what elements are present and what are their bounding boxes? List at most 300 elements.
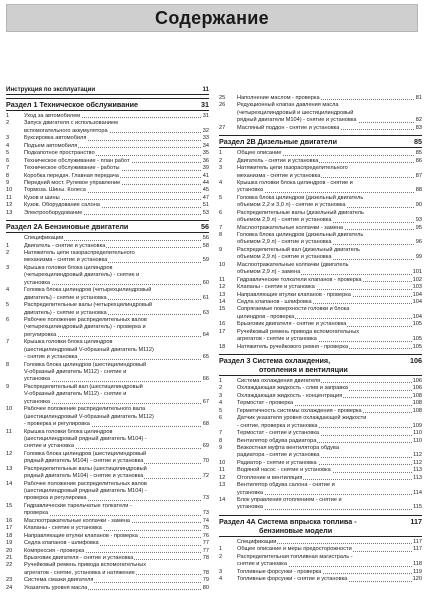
toc-item-number: 20: [6, 547, 13, 554]
section-page: 31: [201, 100, 209, 109]
toc-item-line: [219, 344, 422, 351]
toc-item-text: 11 Кузов и шины: [6, 194, 60, 201]
toc-item-page: 44: [202, 179, 209, 186]
toc-item[interactable]: [219, 247, 422, 262]
toc-item-text: установка: [6, 399, 51, 405]
toc-item-text: Спецификации: [6, 235, 64, 241]
toc-item-line: [219, 173, 422, 180]
toc-item-line: [6, 376, 209, 383]
toc-item[interactable]: [219, 225, 422, 232]
section-title: Раздел 4А Система впрыска топлива - 117: [219, 516, 422, 526]
toc-item[interactable]: [219, 125, 422, 132]
toc-item-line: [6, 187, 209, 194]
toc-item-line: [219, 180, 422, 187]
toc-item-line: [6, 451, 209, 458]
toc-item-line: [6, 347, 209, 354]
toc-item-number: 3: [219, 165, 223, 172]
toc-item[interactable]: [6, 317, 209, 339]
toc-item[interactable]: [6, 143, 209, 150]
toc-item-text: (шестицилиндровый рядный двигатель М104) -: [6, 436, 148, 442]
toc-item-line: [6, 399, 209, 406]
toc-item-line: [219, 467, 422, 474]
toc-item-number: 19: [6, 540, 13, 547]
toc-item-page: 82: [415, 117, 422, 124]
toc-item-text: двигатель) - снятие и установка: [6, 295, 108, 301]
section-heading: [219, 354, 422, 376]
toc-item-number: 13: [6, 465, 13, 472]
toc-item[interactable]: [6, 243, 209, 250]
toc-item-text: 18 Натяжитель ручейкового ремня - проверка: [219, 343, 349, 350]
toc-item-page: 112: [413, 459, 422, 466]
toc-item-text: (шестицилиндровый V-образный двигатель М112): [6, 414, 155, 420]
toc-item[interactable]: [219, 210, 422, 225]
toc-item-line: [219, 217, 422, 224]
toc-item-text: 20 Компрессия - проверка: [6, 547, 85, 554]
toc-item-page: 108: [412, 392, 422, 399]
toc-item-text: регулировка: [6, 332, 57, 338]
toc-item[interactable]: [219, 306, 422, 321]
toc-item-text: агрегатов - снятие и установка: [219, 336, 318, 342]
toc-item-line: [6, 436, 209, 443]
toc-item-text: 3 Натяжитель цепи газораспределительного: [219, 165, 348, 172]
toc-item-line: [6, 406, 209, 413]
toc-item-page: 81: [415, 95, 422, 101]
toc-item-number: 22: [6, 562, 13, 569]
toc-item-number: 12: [219, 474, 226, 481]
toc-item-page: 45: [202, 187, 209, 194]
toc-item-line: [6, 391, 209, 398]
toc-item[interactable]: [6, 466, 209, 481]
toc-item[interactable]: [6, 173, 209, 180]
toc-item-page: 72: [202, 473, 209, 480]
toc-item[interactable]: [219, 232, 422, 247]
toc-item[interactable]: [6, 533, 209, 540]
toc-item[interactable]: [6, 287, 209, 302]
toc-item-text: двигатель) - снятие и установка: [6, 310, 108, 316]
toc-item-page: 105: [412, 343, 422, 350]
toc-item-page: 41: [202, 172, 209, 179]
toc-item[interactable]: [219, 445, 422, 460]
toc-item-text: 9 Распределительный вал (дизельный двигатель: [219, 246, 360, 253]
toc-item[interactable]: [219, 95, 422, 102]
toc-item-line: [6, 158, 209, 165]
toc-item[interactable]: [219, 430, 422, 437]
toc-item-number: 4: [219, 400, 223, 407]
toc-item[interactable]: [219, 393, 422, 400]
toc-item[interactable]: [219, 482, 422, 497]
section-page: 106: [410, 356, 422, 365]
toc-item-page: 78: [202, 554, 209, 561]
toc-item[interactable]: [6, 577, 209, 584]
toc-item-line: [219, 210, 422, 217]
toc-item-line: [6, 173, 209, 180]
toc-item-text: рядный двигатели М104) - снятие и установка: [219, 117, 358, 123]
toc-item[interactable]: [219, 299, 422, 306]
toc-item[interactable]: [219, 102, 422, 124]
toc-item-number: 11: [219, 276, 225, 283]
toc-item-number: 8: [6, 361, 10, 368]
toc-item[interactable]: [6, 180, 209, 187]
toc-item-text: 4 Подъем автомобиля: [6, 142, 78, 149]
toc-item-page: 108: [412, 407, 422, 414]
toc-item-line: [219, 239, 422, 246]
instructions-heading[interactable]: Инструкция по эксплуатации 11: [6, 86, 209, 93]
toc-item-number: 8: [219, 437, 223, 444]
toc-item[interactable]: [219, 378, 422, 385]
toc-item-page: 99: [415, 254, 422, 261]
toc-item[interactable]: [6, 585, 209, 592]
toc-item-line: [219, 408, 422, 415]
toc-item-number: 10: [219, 459, 226, 466]
toc-item-page: 73: [202, 495, 209, 502]
toc-item-text: 18 Направляющие втулки клапанов - проверка: [6, 532, 138, 539]
toc-item-line: [6, 265, 209, 272]
toc-item-line: [6, 548, 209, 555]
toc-item-text: - проверка и регулировка: [6, 421, 91, 427]
toc-item-page: 80: [202, 584, 209, 591]
toc-item-page: 31: [202, 113, 209, 119]
toc-item-page: 102: [412, 276, 422, 283]
toc-item[interactable]: [219, 292, 422, 299]
toc-item-line: [219, 445, 422, 452]
toc-item-line: [6, 128, 209, 135]
toc-item-text: объемом 2,2 и 3,0 л) - снятие и установка: [219, 202, 346, 208]
toc-item-text: 4 Топливные форсунки - снятие и установка: [219, 576, 348, 583]
toc-item[interactable]: [219, 195, 422, 210]
toc-item[interactable]: [219, 539, 422, 546]
toc-item[interactable]: [6, 481, 209, 503]
toc-item-number: 7: [6, 165, 10, 172]
toc-item-line: [6, 272, 209, 279]
toc-item-line: [219, 269, 422, 276]
toc-item-text: 26 Редукционный клапан давления масла: [219, 102, 339, 109]
toc-item-page: 66: [202, 376, 209, 383]
right-column: [219, 95, 422, 584]
toc-item[interactable]: [219, 576, 422, 583]
toc-item-page: 69: [202, 443, 209, 450]
toc-item-line: [219, 292, 422, 299]
toc-item-text: 6 Датчик указателя уровня охлаждающей жидкости: [219, 415, 367, 422]
toc-item-number: 13: [219, 291, 226, 298]
toc-item-line: [6, 354, 209, 361]
toc-item[interactable]: [6, 210, 209, 217]
toc-item-number: 8: [6, 172, 10, 179]
toc-item-line: [6, 540, 209, 547]
toc-item[interactable]: [6, 113, 209, 120]
toc-item-line: [219, 415, 422, 422]
toc-item-page: 78: [202, 569, 209, 576]
toc-item-line: [219, 262, 422, 269]
toc-item[interactable]: [6, 518, 209, 525]
toc-item[interactable]: [219, 546, 422, 553]
toc-item-page: 77: [202, 540, 209, 547]
toc-item[interactable]: [6, 429, 209, 451]
toc-item-line: [6, 113, 209, 120]
toc-item-text: 9 Передний мост. Рулевое управление: [6, 179, 121, 186]
toc-item[interactable]: [6, 362, 209, 384]
toc-item-line: [219, 400, 422, 407]
toc-item-text: 2 Двигатель - снятие и установка: [219, 157, 319, 164]
toc-item-text: объемом 2,9 л) - снятие и установка: [219, 254, 332, 260]
toc-item-number: 12: [6, 202, 13, 209]
toc-item-line: [219, 438, 422, 445]
section-subtitle: отопления и вентиляции: [259, 365, 348, 374]
toc-item[interactable]: [6, 555, 209, 562]
toc-item-number: 9: [219, 444, 223, 451]
toc-item-number: 10: [219, 261, 226, 268]
toc-item-text: 11 Водяной насос - снятие и установка: [219, 467, 331, 474]
toc-item-line: [6, 280, 209, 287]
toc-item-page: 105: [412, 321, 422, 328]
section-title: Раздел 2А Бензиновые двигатели 56: [6, 222, 209, 232]
toc-item-line: [6, 414, 209, 421]
toc-item[interactable]: [6, 503, 209, 518]
toc-item[interactable]: [219, 344, 422, 351]
toc-item[interactable]: [6, 265, 209, 287]
toc-item[interactable]: [219, 460, 422, 467]
toc-item-text: 5 Герметичность системы охлаждения - проверка: [219, 407, 362, 414]
toc-item-page: 106: [412, 385, 422, 392]
toc-item-text: 5 Распределительные валы (четырехцилиндровый: [6, 302, 152, 309]
toc-item-text: объемом 2,9 л) - снятие и установка: [219, 239, 332, 245]
toc-item-number: 24: [6, 584, 13, 591]
toc-item[interactable]: [6, 406, 209, 428]
toc-item-line: [219, 546, 422, 553]
toc-item[interactable]: [6, 384, 209, 406]
toc-item-number: 2: [6, 250, 10, 256]
toc-item-page: 87: [415, 172, 422, 179]
toc-item-page: 105: [412, 336, 422, 343]
toc-item-text: 3 Буксировка автомобиля: [6, 135, 87, 142]
toc-item-text: агрегатов - снятие, установка и натяжение: [6, 570, 136, 576]
toc-item[interactable]: [6, 158, 209, 165]
toc-item[interactable]: [6, 302, 209, 317]
toc-item-number: 11: [219, 467, 225, 474]
toc-item-page: 53: [202, 209, 209, 216]
toc-item[interactable]: [6, 250, 209, 265]
toc-item-text: 14 Седла клапанов - шлифовка: [219, 298, 312, 305]
toc-item-text: 17 Ручейковый ремень привода вспомогательных: [219, 328, 360, 335]
toc-item-line: [6, 257, 209, 264]
toc-item-line: [6, 518, 209, 525]
toc-item-number: 2: [6, 120, 10, 127]
toc-item[interactable]: [219, 277, 422, 284]
toc-item-text: рядный двигатель М104) - снятие и установка: [6, 458, 144, 464]
toc-item-text: 6 Рабочее положение распределительных валов: [6, 316, 147, 323]
toc-item-line: [219, 299, 422, 306]
toc-item-text: 13 Направляющие втулки клапанов - проверка: [219, 291, 351, 298]
toc-item[interactable]: [6, 165, 209, 172]
toc-item-text: установка: [219, 187, 264, 193]
toc-item-text: 27 Масляный поддон - снятие и установка: [219, 124, 340, 131]
toc-item-number: 9: [6, 179, 10, 186]
toc-item-number: 4: [219, 576, 223, 583]
toc-item-number: 5: [219, 407, 223, 414]
toc-item-text: 4 Термостат - проверка: [219, 400, 294, 407]
toc-item-text: 3 Охлаждающая жидкость - концентрация: [219, 392, 343, 399]
toc-item-page: 58: [202, 242, 209, 249]
toc-item-page: 86: [415, 157, 422, 164]
toc-item-text: 1 Общее описание: [219, 150, 282, 157]
toc-item-number: 11: [6, 428, 12, 435]
toc-item-text: 5 Подкапотное пространство: [6, 150, 95, 157]
toc-item-line: [219, 165, 422, 172]
toc-item-number: 5: [6, 302, 10, 309]
toc-item[interactable]: [6, 135, 209, 142]
toc-item-line: [219, 277, 422, 284]
toc-item[interactable]: [6, 195, 209, 202]
toc-item[interactable]: [219, 321, 422, 328]
toc-item-page: 73: [202, 510, 209, 517]
toc-item[interactable]: [6, 120, 209, 135]
toc-item-text: 7 Маслоотражательные колпачки - замена: [219, 224, 344, 231]
toc-item[interactable]: [219, 438, 422, 445]
toc-item[interactable]: [219, 165, 422, 180]
toc-item-page: 104: [412, 313, 422, 320]
toc-item-page: 51: [202, 202, 209, 209]
toc-item-line: [6, 302, 209, 309]
toc-item[interactable]: [219, 329, 422, 344]
toc-item-text: 13 Электрооборудование: [6, 209, 83, 216]
toc-item-line: [6, 473, 209, 480]
toc-item-line: [6, 324, 209, 331]
toc-item-text: 23 Система смазки двигателя: [6, 577, 94, 584]
toc-item-page: 83: [415, 124, 422, 131]
toc-item-text: 22 Ручейковый ремень привода вспомогательных: [6, 562, 147, 569]
toc-item-page: 60: [202, 279, 209, 286]
toc-item-number: 4: [6, 142, 10, 149]
toc-item[interactable]: [219, 467, 422, 474]
toc-item-text: радиатора - снятие и установка: [219, 452, 320, 458]
toc-item[interactable]: [219, 554, 422, 569]
toc-item-line: [219, 306, 422, 313]
toc-item[interactable]: [219, 497, 422, 512]
toc-item-number: 6: [219, 415, 223, 422]
toc-item-text: 8 Головка блока цилиндров (шестицилиндровый: [6, 361, 147, 368]
toc-item-text: 10 Тормоза. Шины. Колеса: [6, 187, 86, 194]
toc-item-page: 63: [202, 309, 209, 316]
toc-item-line: [6, 143, 209, 150]
toc-item[interactable]: [6, 451, 209, 466]
toc-item[interactable]: [219, 385, 422, 392]
toc-item-text: 19 Седла клапанов - шлифовка: [6, 540, 99, 547]
toc-item-line: [6, 503, 209, 510]
toc-item-number: 13: [219, 482, 226, 489]
toc-item[interactable]: [6, 150, 209, 157]
toc-item-number: 17: [219, 328, 226, 335]
toc-item-text: 1 Общее описание и меры предосторожности: [219, 546, 352, 553]
toc-item-text: 15 Гидравлические тарельчатые толкатели -: [6, 502, 132, 509]
toc-item[interactable]: [6, 235, 209, 242]
section-page: 117: [410, 516, 422, 526]
toc-item[interactable]: [219, 475, 422, 482]
toc-item-text: 10 Рабочее положение распределительного вала: [6, 406, 146, 413]
toc-item-line: [219, 490, 422, 497]
toc-item-line: [219, 423, 422, 430]
toc-item-page: 77: [202, 547, 209, 554]
toc-item-text: 8 Головка блока цилиндров (дизельный двигатель: [219, 232, 364, 238]
toc-item[interactable]: [6, 202, 209, 209]
toc-item-text: 25 Наполнение маслом - проверка: [219, 95, 320, 101]
toc-item-line: [219, 110, 422, 117]
toc-item-line: [219, 314, 422, 321]
toc-item-number: 7: [219, 224, 223, 231]
toc-item-number: 6: [219, 209, 223, 216]
toc-item[interactable]: [219, 150, 422, 157]
toc-item-line: [6, 317, 209, 324]
toc-item-number: 2: [219, 157, 223, 164]
toc-item-text: объемом 2,9 л) - замена: [219, 269, 301, 275]
toc-item-page: 70: [202, 458, 209, 465]
toc-item-page: 36: [202, 157, 209, 164]
toc-item-text: Спецификации: [219, 539, 277, 545]
toc-item-number: 2: [219, 553, 223, 560]
toc-item-page: 34: [202, 142, 209, 149]
toc-item-text: механизма - снятие и установка: [6, 257, 108, 263]
toc-item-line: [219, 504, 422, 511]
toc-item[interactable]: [219, 284, 422, 291]
toc-item-number: 12: [219, 284, 226, 291]
toc-item-page: 33: [202, 135, 209, 142]
toc-item[interactable]: [219, 158, 422, 165]
toc-item-text: (шестицилиндровый рядный двигатель М104) -: [6, 488, 148, 494]
toc-item-page: 35: [202, 150, 209, 157]
toc-item-line: [219, 284, 422, 291]
toc-item[interactable]: [219, 180, 422, 195]
toc-item-page: 32: [202, 127, 209, 134]
toc-item-text: 4 Крышка головки блока цилиндров - снятие и: [219, 179, 353, 186]
toc-item-page: 117: [413, 538, 422, 545]
toc-item[interactable]: [219, 415, 422, 430]
toc-item-page: 108: [412, 400, 422, 407]
toc-item-number: 5: [219, 194, 223, 201]
toc-item-line: [6, 577, 209, 584]
toc-item[interactable]: [6, 525, 209, 532]
section-heading: [219, 135, 422, 148]
toc-item[interactable]: [6, 540, 209, 547]
toc-item-page: 110: [413, 437, 422, 444]
toc-item-text: 9 Вязкостная муфта вентилятора обдува: [219, 444, 339, 451]
toc-item-page: 113: [413, 467, 422, 474]
toc-item-text: 24 Указатель уровня масла: [6, 584, 88, 591]
toc-item-text: 12 Кузов. Оборудование салона: [6, 202, 100, 209]
toc-item-number: 11: [6, 194, 12, 201]
toc-item[interactable]: [6, 339, 209, 361]
toc-item-number: 17: [6, 525, 13, 532]
toc-item-text: вспомогательного аккумулятора: [6, 128, 109, 134]
toc-item-page: 39: [202, 165, 209, 172]
section-title: Раздел 2В Дизельные двигатели 85: [219, 137, 422, 147]
toc-item-number: 14: [6, 480, 13, 487]
toc-item-line: [219, 117, 422, 124]
toc-item-text: 7 Крышка головки блока цилиндров: [6, 339, 113, 346]
toc-item-page: 74: [202, 517, 209, 524]
toc-item-text: (четырехцилиндровый и шестицилиндровый: [219, 110, 354, 116]
toc-item[interactable]: [219, 408, 422, 415]
toc-item-text: 12 Клапаны - снятие и установка: [219, 284, 315, 291]
toc-item[interactable]: [6, 187, 209, 194]
toc-item-number: 27: [219, 124, 226, 131]
toc-item-line: [219, 336, 422, 343]
toc-item-line: [219, 539, 422, 546]
toc-item-text: объемом 2,9 л) - снятие и установка: [219, 217, 332, 223]
toc-item[interactable]: [6, 548, 209, 555]
toc-item-page: 103: [412, 284, 422, 291]
toc-item[interactable]: [219, 262, 422, 277]
toc-item-line: [219, 378, 422, 385]
toc-item[interactable]: [219, 400, 422, 407]
toc-item-page: 68: [202, 421, 209, 428]
